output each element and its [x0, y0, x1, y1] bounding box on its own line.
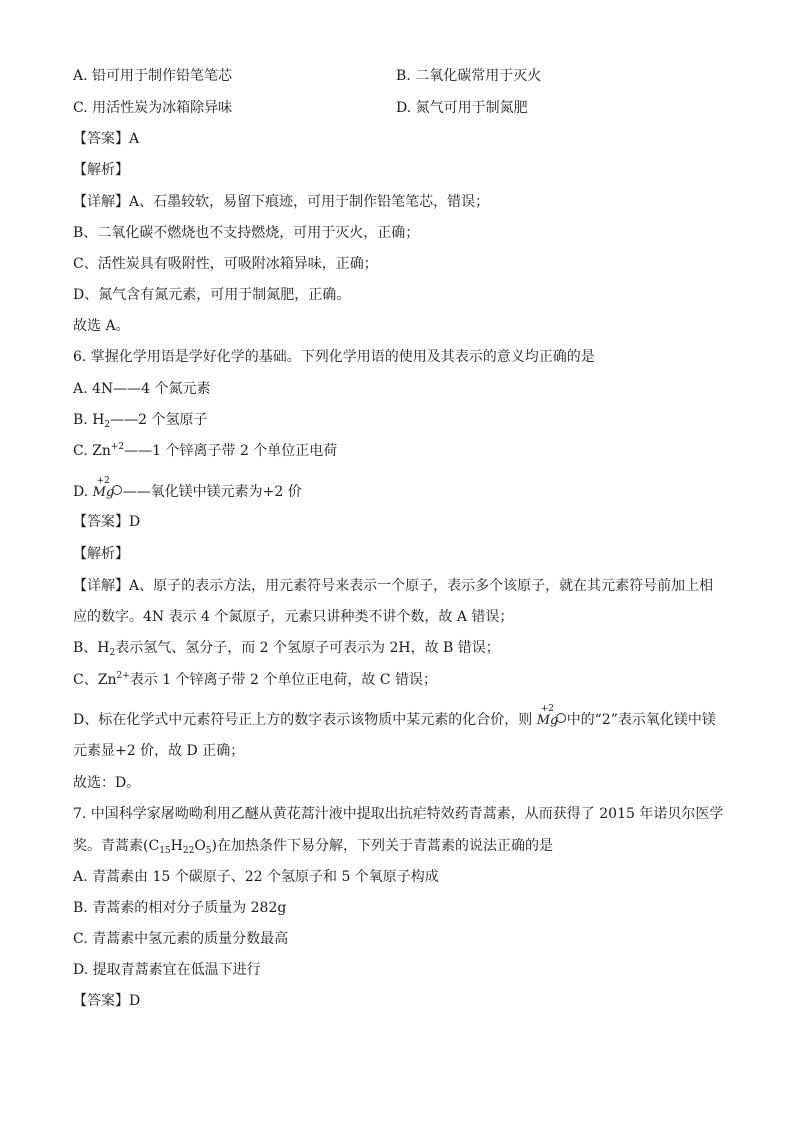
- mgo-valence-mark: +2: [96, 476, 110, 486]
- q7-stem-line2: [73, 836, 553, 856]
- formula-oxygen-count: 5: [205, 846, 212, 856]
- q6-detail-d-text: 中的“2”表示氧化镁中镁: [566, 712, 716, 728]
- q6-detail-d-line1: [73, 704, 716, 730]
- q7-option-b: B. 青蒿素的相对分子质量为 282g: [73, 900, 287, 916]
- q7-option-d: D. 提取青蒿素宜在低温下进行: [73, 962, 261, 978]
- oxygen-symbol-circle-inline: [556, 713, 566, 723]
- formula-hydrogen: H: [170, 838, 183, 854]
- q5-option-d: D. 氮气可用于制氮肥: [396, 100, 528, 116]
- q6-detail-c-superscript: 2+: [116, 671, 130, 681]
- q6-option-d: [73, 476, 302, 502]
- q6-option-b: [73, 410, 208, 430]
- q6-option-c-text: ——1 个锌离子带 2 个单位正电荷: [124, 443, 338, 459]
- q6-option-a: A. 4N——4 个氮元素: [73, 381, 211, 397]
- q5-option-c: C. 用活性炭为冰箱除异味: [73, 100, 233, 116]
- q6-analysis-heading: 【解析】: [73, 546, 129, 562]
- q6-stem: 6. 掌握化学用语是学好化学的基础。下列化学用语的使用及其表示的意义均正确的是: [73, 349, 595, 365]
- formula-oxygen: O: [194, 838, 206, 854]
- q5-conclusion: 故选 A。: [73, 318, 130, 334]
- q6-option-b-prefix: B. H: [73, 412, 105, 428]
- q5-detail-a: 【详解】A、石墨较软，易留下痕迹，可用于制作铅笔笔芯，错误；: [73, 194, 490, 210]
- q5-detail-d: D、氮气含有氮元素，可用于制氮肥，正确。: [73, 287, 351, 303]
- q6-detail-c: [73, 670, 437, 690]
- q6-option-c-superscript: +2: [110, 442, 125, 452]
- q7-stem-line1: 7. 中国科学家屠呦呦利用乙醚从黄花蒿汁液中提取出抗疟特效药青蒿素，从而获得了 2015 年诺贝尔医学: [73, 806, 724, 822]
- q6-option-c: [73, 441, 337, 461]
- q5-option-b: B. 二氧化碳常用于灭火: [396, 68, 542, 84]
- mgo-valence-formula: [92, 476, 123, 500]
- q7-option-a: A. 青蒿素由 15 个碳原子、22 个氢原子和 5 个氧原子构成: [73, 869, 439, 885]
- q6-detail-d-line2: 元素显+2 价，故 D 正确；: [73, 743, 245, 759]
- formula-hydrogen-count: 22: [182, 846, 195, 856]
- q7-answer: 【答案】D: [73, 993, 141, 1009]
- q6-detail-b-prefix: B、H: [73, 640, 110, 656]
- q5-answer: 【答案】A: [73, 131, 140, 147]
- mgo-valence-formula-inline: [536, 704, 567, 728]
- q6-option-b-text: ——2 个氢原子: [110, 412, 208, 428]
- q6-detail-b-text: 表示氢气、氢分子，而 2 个氢原子可表示为 2H，故 B 错误；: [115, 640, 500, 656]
- q6-conclusion: 故选：D。: [73, 775, 141, 791]
- q6-detail-a-line2: 应的数字。4N 表示 4 个氮原子，元素只讲种类不讲个数，故 A 错误；: [73, 609, 514, 625]
- q5-option-a: A. 铅可用于制作铅笔笔芯: [73, 68, 233, 84]
- q7-stem-prefix: 奖。青蒿素(C: [73, 838, 160, 854]
- q6-option-d-prefix: D.: [73, 484, 89, 500]
- q6-detail-c-prefix: C、Zn: [73, 672, 117, 688]
- mgo-valence-mark-inline: +2: [540, 704, 554, 714]
- q5-detail-b: B、二氧化碳不燃烧也不支持燃烧，可用于灭火，正确；: [73, 225, 420, 241]
- q6-detail-b: [73, 638, 500, 658]
- q6-detail-d-prefix: D、标在化学式中元素符号正上方的数字表示该物质中某元素的化合价，则: [73, 712, 533, 728]
- q6-detail-b-subscript: 2: [109, 648, 116, 658]
- q5-analysis-heading: 【解析】: [73, 162, 129, 178]
- q6-option-b-subscript: 2: [104, 420, 111, 430]
- mgo-element-symbol-inline: Mg: [536, 713, 559, 728]
- q6-option-c-prefix: C. Zn: [73, 443, 111, 459]
- q6-option-d-text: ——氧化镁中镁元素为+2 价: [122, 484, 302, 500]
- formula-carbon-count: 15: [159, 846, 171, 856]
- q7-option-c: C. 青蒿素中氢元素的质量分数最高: [73, 931, 289, 947]
- q6-detail-a-line1: 【详解】A、原子的表示方法，用元素符号来表示一个原子，表示多个该原子，就在其元素符号前加上相: [73, 578, 714, 594]
- oxygen-symbol-circle: [112, 485, 122, 495]
- q6-detail-c-text: 表示 1 个锌离子带 2 个单位正电荷，故 C 错误；: [129, 672, 437, 688]
- q6-answer: 【答案】D: [73, 514, 141, 530]
- q7-stem-text: )在加热条件下易分解，下列关于青蒿素的说法正确的是: [211, 838, 553, 854]
- mgo-element-symbol: Mg: [92, 485, 115, 500]
- q5-detail-c: C、活性炭具有吸附性，可吸附冰箱异味，正确；: [73, 256, 378, 272]
